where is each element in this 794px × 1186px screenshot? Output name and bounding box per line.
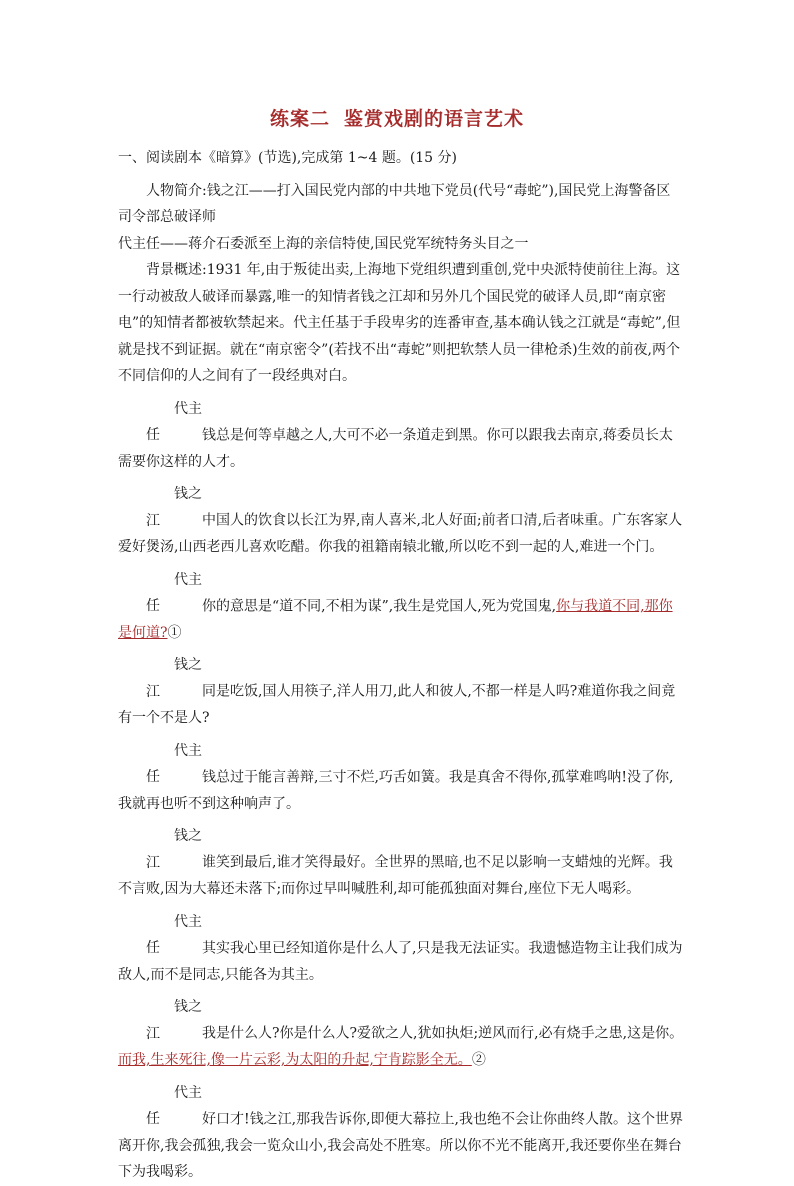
dialogue-text: 好口才!钱之江,那我告诉你,即便大幕拉上,我也绝不会让你曲终人散。这个世界离开你,我会孤独,我会一览众山小,我会高处不胜寒。所以你不光不能离开,我还要你坐在舞台下为我喝彩。 [118, 1111, 683, 1180]
dialogue-text: 我是什么人?你是什么人?爱欲之人,犹如执炬;逆风而行,必有烧手之患,这是你。 [202, 1025, 684, 1042]
dialogue-text: 其实我心里已经知道你是什么人了,只是我无法证实。我遗憾造物主让我们成为敌人,而不是同志,只能各为其主。 [118, 940, 683, 983]
character-intro-dai: 代主任——蒋介石委派至上海的亲信特使,国民党军统特务头目之一 [118, 235, 529, 252]
annotation-mark-2: ② [471, 1052, 486, 1068]
title-part1: 练案二 [269, 108, 330, 130]
background-paragraph: 背景概述:1931 年,由于叛徒出卖,上海地下党组织遭到重创,党中央派特使前往上海。这一行动被敌人破译而暴露,唯一的知情者钱之江却和另外几个国民党的破译人员,即“南京密电”的知情者都被软禁起来。代主任基于手段卑劣的连番审查,基本确认钱之江就是“毒蛇”,但就是找不到证据。就在“南京密令”(若找不出“毒蛇”则把软禁人员一律枪杀)生效的前夜,两个不同信仰的人之间有了一段经典对白。 [118, 262, 681, 384]
dialogue-text: 钱总过于能言善辩,三寸不烂,巧舌如簧。我是真舍不得你,孤掌难鸣呐!没了你,我就再也听不到这种响声了。 [118, 769, 674, 812]
page-title [0, 104, 794, 131]
dialogue-text: 谁笑到最后,谁才笑得最好。全世界的黑暗,也不足以影响一支蜡烛的光辉。我不言败,因为大幕还未落下;而你过早叫喊胜利,却可能孤独面对舞台,座位下无人喝彩。 [118, 854, 673, 897]
speaker-name: 钱之江 [146, 486, 202, 529]
dialogue-text: 钱总是何等卓越之人,大可不必一条道走到黑。你可以跟我去南京,蒋委员长太需要你这样的人才。 [118, 427, 673, 470]
annotation-mark-1: ① [167, 624, 182, 641]
underlined-sentence-1: 你与我道不同,那你是何道? [118, 598, 673, 641]
dialogue-text: 中国人的饮食以长江为界,南人喜米,北人好面;前者口清,后者味重。广东客家人爱好煲汤,山西老西儿喜欢吃醋。你我的祖籍南辕北辙,所以吃不到一起的人,难进一个门。 [118, 512, 683, 555]
dialogue-text: 同是吃饭,国人用筷子,洋人用刀,此人和彼人,不都一样是人吗?难道你我之间竟有一个不是人? [118, 683, 676, 726]
speaker-name: 钱之江 [146, 657, 202, 700]
character-intro-qian: 人物简介:钱之江——打入国民党内部的中共地下党员(代号“毒蛇”),国民党上海警备区司令部总破译师 [118, 182, 671, 225]
question-heading: 一、阅读剧本《暗算》(节选),完成第 1~4 题。(15 分) [118, 150, 458, 166]
speaker-name: 代主任 [146, 400, 202, 443]
dialogue-line [118, 738, 684, 818]
dialogue-line [118, 481, 684, 561]
speaker-name: 钱之江 [146, 828, 202, 871]
dialogue-line [118, 396, 684, 476]
speaker-name: 钱之江 [146, 999, 202, 1042]
dialogue-line [118, 567, 684, 647]
speaker-name: 代主任 [146, 571, 202, 614]
dialogue-line [118, 909, 684, 989]
dialogue-line [118, 652, 684, 732]
dialogue-line [118, 1080, 684, 1186]
dialogue-text: 你的意思是“道不同,不相为谋”,我生是党国人,死为党国鬼, [202, 598, 557, 614]
passage [118, 145, 684, 1186]
title-part2: 鉴赏戏剧的语言艺术 [344, 108, 525, 130]
speaker-name: 代主任 [146, 742, 202, 785]
speaker-name: 代主任 [146, 913, 202, 956]
dialogue-line [118, 823, 684, 903]
dialogue-line [118, 994, 684, 1074]
underlined-sentence-2: 而我,生来死往,像一片云彩,为太阳的升起,宁肯踪影全无。 [118, 1052, 472, 1068]
speaker-name: 代主任 [146, 1084, 202, 1127]
